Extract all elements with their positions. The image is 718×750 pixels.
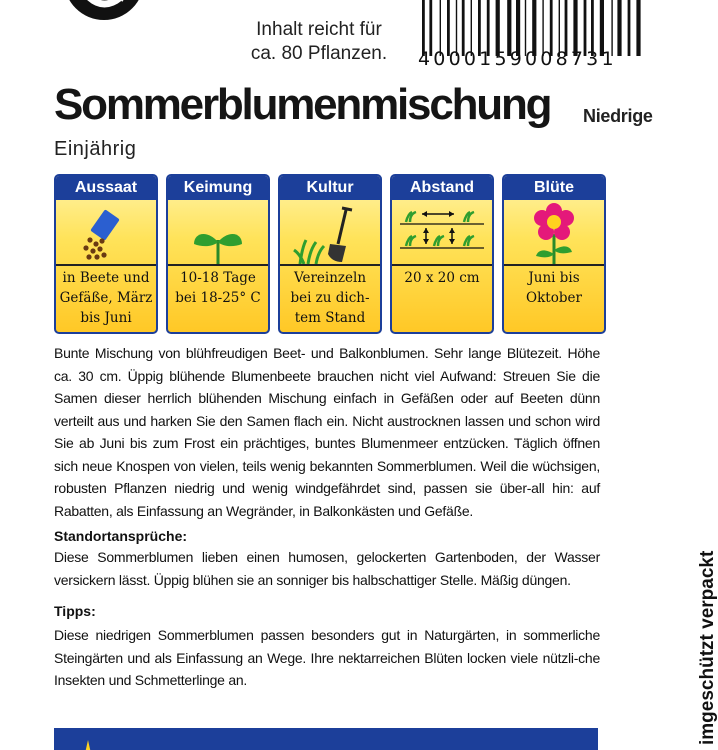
- product-description: Bunte Mischung von blühfreudigen Beet- und Balkonblumen. Sehr lange Blütezeit. Höhe ca. 30 cm. Üppig blühende Blumenbeete brauchen nicht viel Aufwand: Streuen Sie die Samen dieser herrlich blühenden Mischung einfach in Gefäßen oder auf Beeten dünn verteilt aus und harken Sie den Samen flach ein. Nicht austrocknen lassen und schon wird Sie ab Juni bis zum Frost ein prächtiges, buntes Blumenmeer entzücken. Täglich öffnen sich neue Knospen von vielen, teils wenig bekannten Sommerblumen. Weil die wüchsigen, robusten Pflanzen niedrig und wenig windgefährdet sind, passen sie über-all hin: auf Rabatten, als Einfassung an Wegränder, in Balkonkästen und Gefäße.: [54, 345, 600, 519]
- tips-heading: Tipps:: [54, 603, 96, 619]
- cultivation-cards: [54, 174, 606, 334]
- card-title: Blüte: [504, 176, 604, 200]
- card-text-line: 20 x 20 cm: [404, 270, 480, 286]
- card-text-line: bei 18-25° C: [175, 290, 261, 306]
- card-divider: [56, 264, 156, 266]
- card-text-line: 10-18 Tage: [180, 270, 256, 286]
- location-heading: Standortansprüche:: [54, 528, 188, 544]
- card-text-line: Juni bis: [528, 270, 580, 286]
- card-text-line: tem Stand: [294, 310, 366, 326]
- card-text: [56, 268, 156, 328]
- contents-note: [234, 18, 404, 66]
- barcode-number: 4000159008731: [418, 48, 617, 70]
- card-title: Aussaat: [56, 176, 156, 200]
- card-kultur: [278, 174, 382, 334]
- location-text: Diese Sommerblumen lieben einen humosen, gelockerten Gartenboden, der Wasser versickern lässt. Üppig blühen sie an sonniger bis halbschattiger Stelle. Mäßig düngen.: [54, 549, 600, 588]
- card-text: [504, 268, 604, 308]
- tips-text: Diese niedrigen Sommerblumen passen besonders gut in Naturgärten, in sommerliche Steingärten und als Einfassung an Wege. Ihre nektarreichen Blüten locken viele nützli-che Insekten und Schmetterlinge an.: [54, 627, 600, 688]
- card-text: [392, 268, 492, 288]
- card-text-line: in Beete und: [62, 270, 150, 286]
- card-bluete: [502, 174, 606, 334]
- card-keimung: [166, 174, 270, 334]
- contents-line-1: Inhalt reicht für: [256, 19, 382, 40]
- seed-packet-icon: [56, 200, 156, 266]
- sun-icon: [76, 738, 100, 750]
- card-divider: [504, 264, 604, 266]
- card-text-line: Vereinzeln: [293, 270, 367, 286]
- card-text: [280, 268, 380, 328]
- product-subtitle: Einjährig: [54, 138, 137, 160]
- card-abstand: [390, 174, 494, 334]
- card-title: Kultur: [280, 176, 380, 200]
- card-text-line: Oktober: [526, 290, 582, 306]
- product-title: Sommerblumenmischung: [54, 80, 551, 129]
- seedling-icon: [168, 200, 268, 266]
- contents-line-2: ca. 80 Pflanzen.: [250, 43, 388, 64]
- card-divider: [392, 264, 492, 266]
- flower-icon: [504, 200, 604, 266]
- card-text-line: bei zu dich-: [290, 290, 370, 306]
- card-text-line: Gefäße, März: [59, 290, 153, 306]
- card-divider: [168, 264, 268, 266]
- card-title: Abstand: [392, 176, 492, 200]
- card-aussaat: [54, 174, 158, 334]
- spacing-icon: [392, 200, 492, 266]
- spade-icon: [280, 200, 380, 266]
- card-text: [168, 268, 268, 308]
- brand-logo-icon: [58, 0, 150, 24]
- card-text-line: bis Juni: [80, 310, 132, 326]
- card-title: Keimung: [168, 176, 268, 200]
- side-label: imgeschützt verpackt: [697, 550, 718, 745]
- product-variety: Niedrige: [583, 106, 653, 126]
- card-divider: [280, 264, 380, 266]
- bottom-banner: [54, 728, 598, 750]
